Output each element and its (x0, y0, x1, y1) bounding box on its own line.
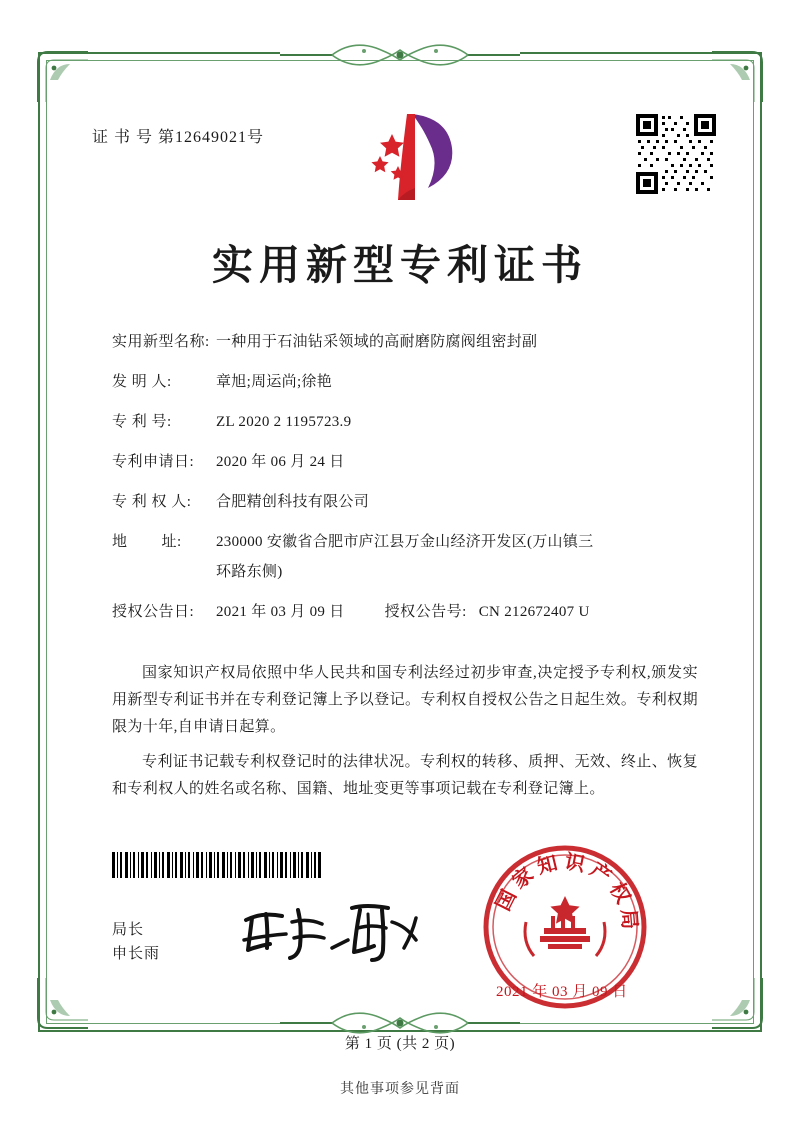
field-label: 专 利 号: (112, 414, 172, 430)
grant-number-label: 授权公告号: (384, 604, 467, 620)
field-value-line2: 环路东侧) (216, 564, 283, 580)
certificate-number: 证 书 号 第12649021号 (92, 129, 265, 146)
grant-number-value: CN 212672407 U (478, 604, 590, 620)
field-value: 章旭;周运尚;徐艳 (216, 374, 333, 390)
legal-text-block (112, 660, 698, 811)
field-application-date (112, 452, 712, 472)
footnote: 其他事项参见背面 (340, 1082, 460, 1097)
field-value: 一种用于石油钻采领域的高耐磨防腐阀组密封副 (216, 334, 538, 350)
director-name-label: 申长雨 (112, 946, 161, 962)
svg-text:国家知识产权局: 国家知识产权局 (490, 849, 643, 936)
paragraph-1: 国家知识产权局依照中华人民共和国专利法经过初步审查,决定授予专利权,颁发实用新型专利证书并在专利登记簿上予以登记。专利权自授权公告之日起生效。专利权期限为十年,自申请日起算。 (112, 665, 698, 735)
field-label: 专 利 权 人: (112, 494, 192, 510)
grant-date-value: 2021 年 03 月 09 日 (216, 604, 345, 620)
field-label: 发 明 人: (112, 374, 172, 390)
field-value: 2020 年 06 月 24 日 (216, 454, 345, 470)
field-label: 实用新型名称: (112, 334, 210, 350)
barcode-icon (112, 852, 322, 878)
page-number: 第 1 页 (共 2 页) (344, 1036, 456, 1052)
cnipa-logo-icon (352, 108, 462, 208)
field-value: ZL 2020 2 1195723.9 (216, 414, 352, 430)
field-patent-number (112, 412, 712, 432)
field-address (112, 532, 712, 582)
handwritten-signature (236, 900, 426, 966)
field-utility-model-name (112, 332, 712, 352)
seal-date: 2021 年 03 月 09 日 (496, 984, 628, 1000)
field-patentee (112, 492, 712, 512)
director-title-label: 局长 (112, 922, 145, 938)
field-label: 地 址: (112, 534, 182, 550)
field-value-wrapper (216, 532, 712, 582)
field-value-line1: 230000 安徽省合肥市庐江县万金山经济开发区(万山镇三 (216, 534, 594, 550)
field-value: 合肥精创科技有限公司 (216, 494, 370, 510)
field-list (112, 332, 712, 628)
field-label: 专利申请日: (112, 454, 195, 470)
signature-block (112, 918, 160, 966)
grant-date-label: 授权公告日: (112, 604, 195, 620)
field-inventors (112, 372, 712, 392)
page-title: 实用新型专利证书 (212, 241, 588, 289)
field-grant-announcement (112, 602, 712, 622)
paragraph-2: 专利证书记载专利权登记时的法律状况。专利权的转移、质押、无效、终止、恢复和专利权人的姓名或名称、国籍、地址变更等事项记载在专利登记簿上。 (112, 754, 698, 797)
qr-code-icon (634, 112, 718, 196)
top-border-ornament (280, 38, 520, 72)
